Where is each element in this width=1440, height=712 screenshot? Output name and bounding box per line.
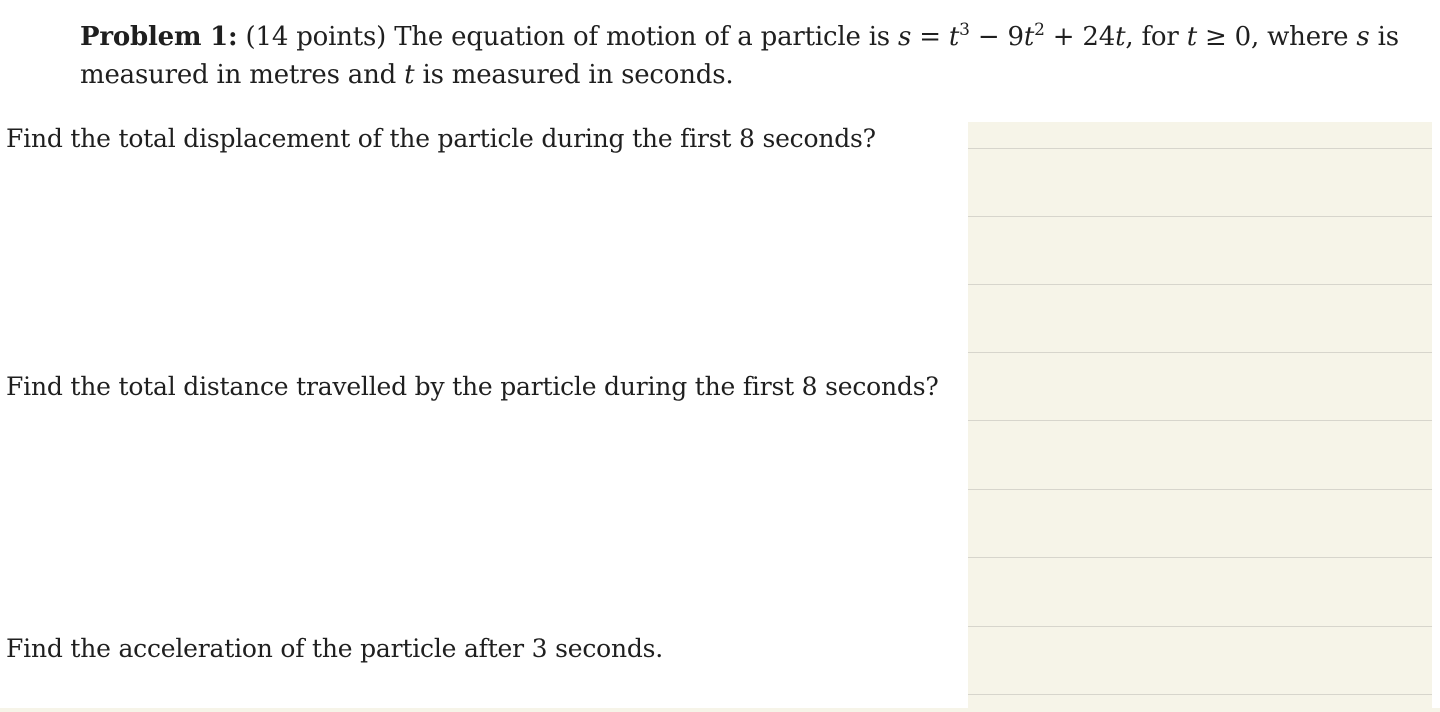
cond-var-t: t <box>1186 22 1197 52</box>
where-var-s: s <box>1356 22 1370 52</box>
notes-rule-line <box>968 626 1432 627</box>
notes-rule-line <box>968 557 1432 558</box>
notes-rule-line <box>968 216 1432 217</box>
problem-statement <box>80 18 1400 94</box>
page-bottom-edge <box>0 708 1440 712</box>
equation <box>898 19 1126 52</box>
notes-rule-line <box>968 489 1432 490</box>
problem-text: is measured in metres and <box>80 22 1399 90</box>
eq-var-t: t <box>1115 22 1126 52</box>
question-displacement: Find the total displacement of the particle during the first 8 seconds? <box>6 124 876 153</box>
question-distance: Find the total distance travelled by the particle during the first 8 seconds? <box>6 372 939 401</box>
problem-text: , for <box>1125 22 1187 52</box>
problem-text: ≥ 0, where <box>1196 22 1357 52</box>
eq-var-t: t <box>1023 22 1035 52</box>
question-acceleration: Find the acceleration of the particle after 3 seconds. <box>6 634 664 663</box>
eq-term: + 24 <box>1044 22 1116 52</box>
eq-var-s: s <box>898 22 912 52</box>
problem-text: is measured in seconds. <box>414 60 734 90</box>
notes-rule-line <box>968 420 1432 421</box>
notes-rule-line <box>968 148 1432 149</box>
problem-label: Problem 1: <box>80 22 238 52</box>
eq-exponent: 3 <box>959 19 970 40</box>
eq-var-t: t <box>948 22 960 52</box>
eq-term: − 9 <box>969 22 1024 52</box>
problem-intro: The equation of motion of a particle is <box>394 22 890 52</box>
measured-var-t: t <box>404 60 415 90</box>
notes-rule-line <box>968 694 1432 695</box>
eq-exponent: 2 <box>1034 19 1045 40</box>
problem-points: (14 points) <box>245 22 387 52</box>
answer-notes-area[interactable] <box>968 122 1432 708</box>
eq-equals: = <box>911 22 949 52</box>
notes-rule-line <box>968 352 1432 353</box>
notes-rule-line <box>968 284 1432 285</box>
